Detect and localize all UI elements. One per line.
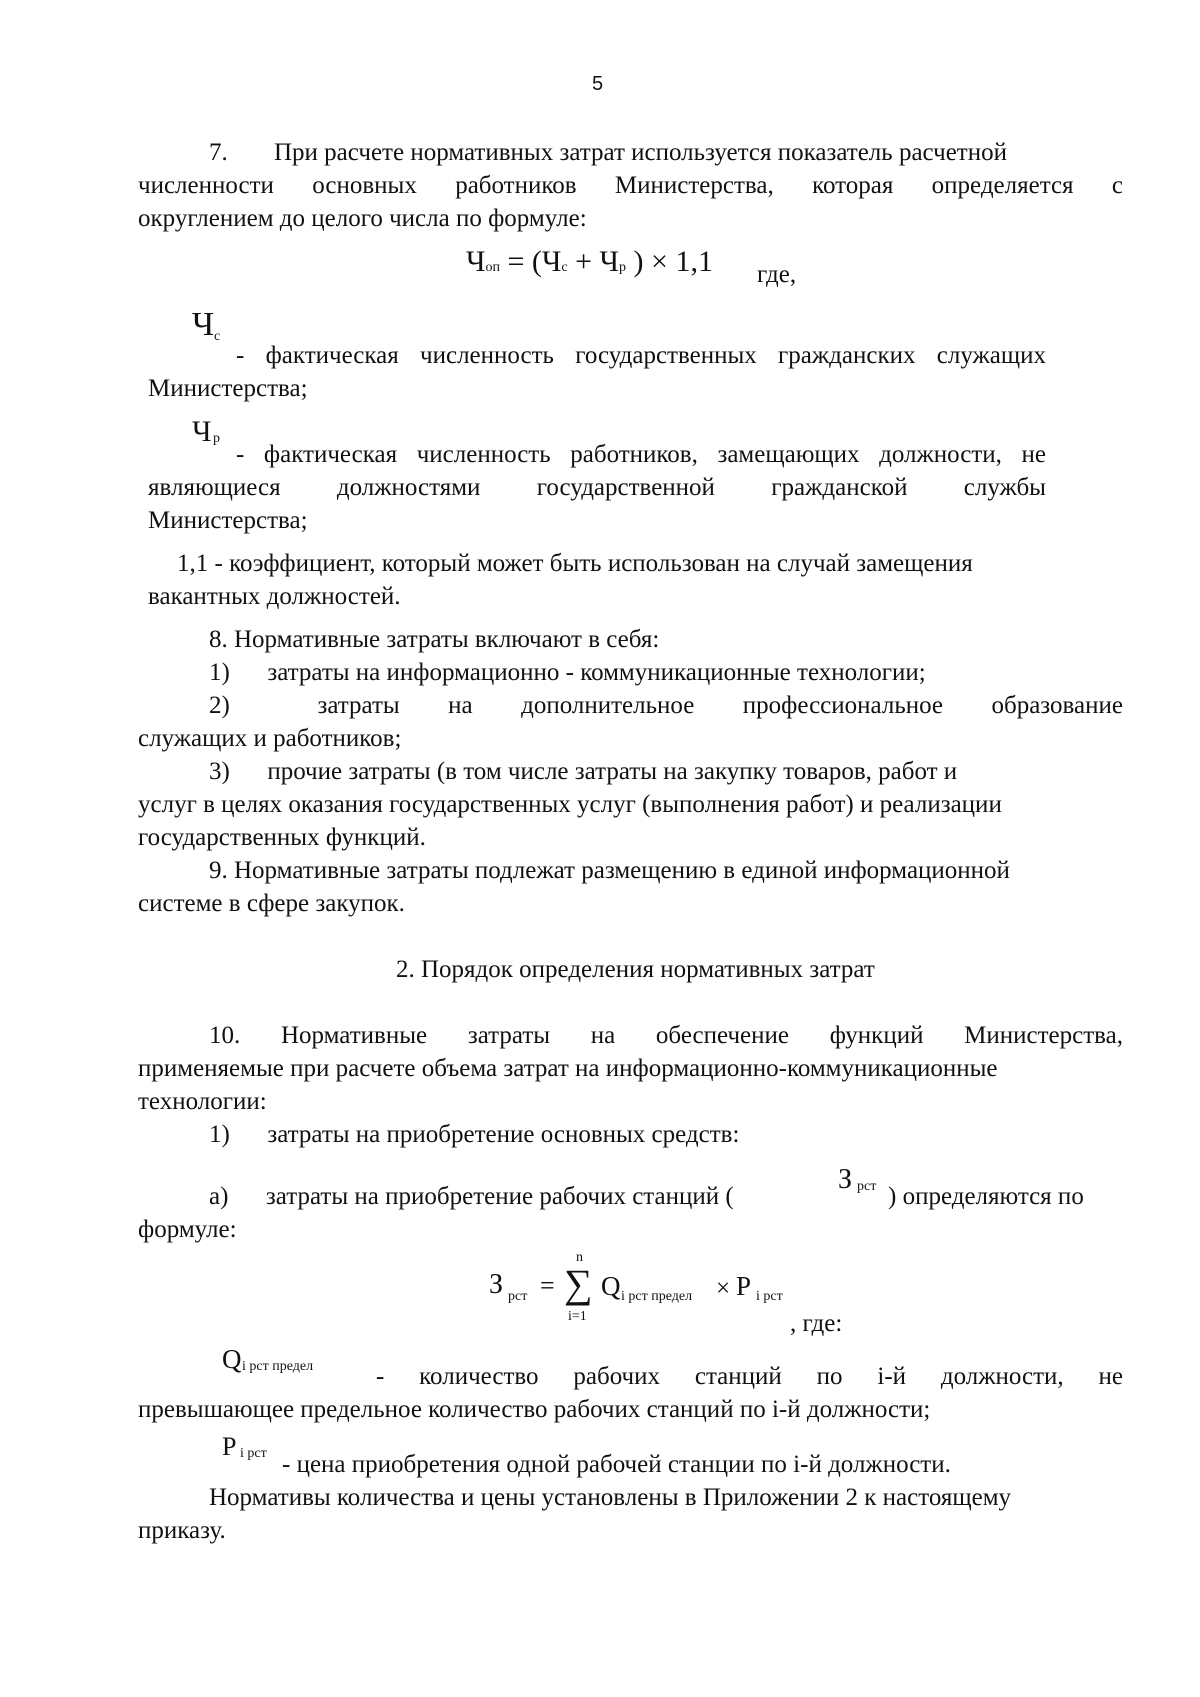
p9-line1: 9. Нормативные затраты подлежат размещению в единой информационной bbox=[209, 857, 1010, 884]
def-q-line2: превышающее предельное количество рабочих станций по i-й должности; bbox=[138, 1396, 931, 1423]
def-q-word: i-й bbox=[877, 1363, 907, 1390]
formula1-lhs-sub: оп bbox=[485, 260, 500, 275]
formula2-eq: = bbox=[540, 1271, 555, 1300]
p10-line1: 10. Нормативные затраты на обеспечение функций Министерства, bbox=[209, 1022, 1123, 1049]
formula2-sum-top: n bbox=[576, 1250, 583, 1265]
def-c-symbol: Ч bbox=[192, 306, 215, 343]
formula2-p-sub: i рст bbox=[756, 1289, 783, 1304]
p7-line3: округлением до целого числа по формуле: bbox=[138, 205, 587, 232]
def-pr-sub: i рст bbox=[240, 1446, 267, 1461]
formula2-times: × bbox=[716, 1275, 731, 1302]
def-q-word: не bbox=[1098, 1363, 1123, 1390]
def-q-word: по bbox=[816, 1363, 843, 1390]
def-k-line1: 1,1 - коэффициент, который может быть использован на случай замещения bbox=[177, 550, 973, 577]
def-q-word: - bbox=[376, 1363, 385, 1390]
p8-item2-cont: служащих и работников; bbox=[138, 725, 402, 752]
def-p-symbol: Ч bbox=[192, 415, 212, 448]
p8-item3-line3: государственных функций. bbox=[138, 824, 426, 851]
p10-item-a-prefix: а) затраты на приобретение рабочих станций ( bbox=[209, 1183, 734, 1210]
p8-item2-word: образование bbox=[991, 692, 1123, 719]
p8-title: 8. Нормативные затраты включают в себя: bbox=[209, 626, 660, 653]
formula2-p: P bbox=[736, 1271, 752, 1301]
section-2-title: 2. Порядок определения нормативных затрат bbox=[396, 956, 875, 983]
formula1-lhs: Ч bbox=[466, 245, 486, 278]
p8-item2-word: 2) bbox=[209, 692, 230, 719]
p10-item-a-symbol: З bbox=[838, 1164, 853, 1195]
p10-line2: применяемые при расчете объема затрат на информационно-коммуникационные bbox=[138, 1055, 998, 1082]
def-q-symbol: Q bbox=[222, 1344, 242, 1374]
p10-item-a-suffix: ) определяются по bbox=[888, 1183, 1084, 1210]
def-p-line1: - фактическая численность работников, замещающих должности, не bbox=[236, 441, 1046, 468]
def-c-line2: Министерства; bbox=[148, 375, 308, 402]
formula-headcount bbox=[466, 247, 713, 277]
p8-item3-line2: услуг в целях оказания государственных услуг (выполнения работ) и реализации bbox=[138, 791, 1002, 818]
formula2-q-sub: i рст предел bbox=[621, 1289, 693, 1304]
def-p-word: службы bbox=[963, 474, 1046, 501]
norms-line2: приказу. bbox=[138, 1517, 226, 1544]
formula2-sum: ∑ bbox=[564, 1261, 593, 1306]
page-number: 5 bbox=[592, 73, 604, 95]
p8-item1: 1) затраты на информационно - коммуникационные технологии; bbox=[209, 659, 926, 686]
p8-item2-word: затраты bbox=[317, 692, 400, 719]
formula1-rhs: = (Ч bbox=[507, 245, 562, 278]
def-c-line1: - фактическая численность государственных гражданских служащих bbox=[236, 342, 1046, 369]
def-p-line3: Министерства; bbox=[148, 507, 308, 534]
def-q-sub: i рст предел bbox=[242, 1359, 314, 1374]
def-k-line2: вакантных должностей. bbox=[148, 583, 401, 610]
p7-number: 7. bbox=[209, 139, 228, 166]
def-q-line1 bbox=[376, 1364, 1123, 1389]
norms-line1: Нормативы количества и цены установлены в Приложении 2 к настоящему bbox=[209, 1484, 1012, 1511]
formula1-tail: ) × 1,1 bbox=[633, 245, 713, 278]
formula1-c-sub: с bbox=[561, 260, 568, 275]
p7-line2: численности основных работников Министерства, которая определяется с bbox=[138, 172, 1123, 199]
formula1-where: где, bbox=[757, 261, 797, 288]
p7-line1: При расчете нормативных затрат используется показатель расчетной bbox=[274, 139, 1007, 166]
def-c-sub: с bbox=[214, 329, 221, 344]
p10-item-a-cont: формуле: bbox=[138, 1216, 237, 1243]
p8-item2-word: профессиональное bbox=[742, 692, 944, 719]
formula1-p-sub: р bbox=[619, 260, 627, 275]
formula2-lhs-sub: рст bbox=[508, 1289, 528, 1304]
def-pr-symbol: P bbox=[222, 1432, 237, 1461]
p8-item2-word: на bbox=[448, 692, 473, 719]
formula2-q: Q bbox=[601, 1271, 621, 1301]
def-p-sub: р bbox=[213, 431, 220, 446]
p10-line3: технологии: bbox=[138, 1088, 267, 1115]
p9-line2: системе в сфере закупок. bbox=[138, 890, 405, 917]
formula1-plus: + Ч bbox=[575, 245, 620, 278]
def-pr-line1: - цена приобретения одной рабочей станции по i-й должности. bbox=[282, 1451, 951, 1478]
def-q-word: должности, bbox=[940, 1363, 1064, 1390]
formula2-lhs: З bbox=[489, 1269, 504, 1300]
def-q-word: количество bbox=[419, 1363, 539, 1390]
def-p-line2 bbox=[148, 475, 1046, 500]
formula2-where: , где: bbox=[790, 1310, 843, 1337]
def-p-word: гражданской bbox=[771, 474, 908, 501]
def-q-word: станций bbox=[694, 1363, 782, 1390]
p8-item2 bbox=[209, 693, 1123, 718]
def-p-word: являющиеся bbox=[148, 474, 281, 501]
p10-item-a-sub: рст bbox=[857, 1179, 877, 1194]
p8-item3-line1: 3) прочие затраты (в том числе затраты на закупку товаров, работ и bbox=[209, 758, 958, 785]
def-q-word: рабочих bbox=[573, 1363, 660, 1390]
def-p-word: должностями bbox=[336, 474, 481, 501]
formula2-sum-bottom: i=1 bbox=[568, 1309, 587, 1324]
def-p-word: государственной bbox=[536, 474, 715, 501]
p8-item2-word: дополнительное bbox=[521, 692, 695, 719]
p10-item1: 1) затраты на приобретение основных средств: bbox=[209, 1121, 740, 1148]
